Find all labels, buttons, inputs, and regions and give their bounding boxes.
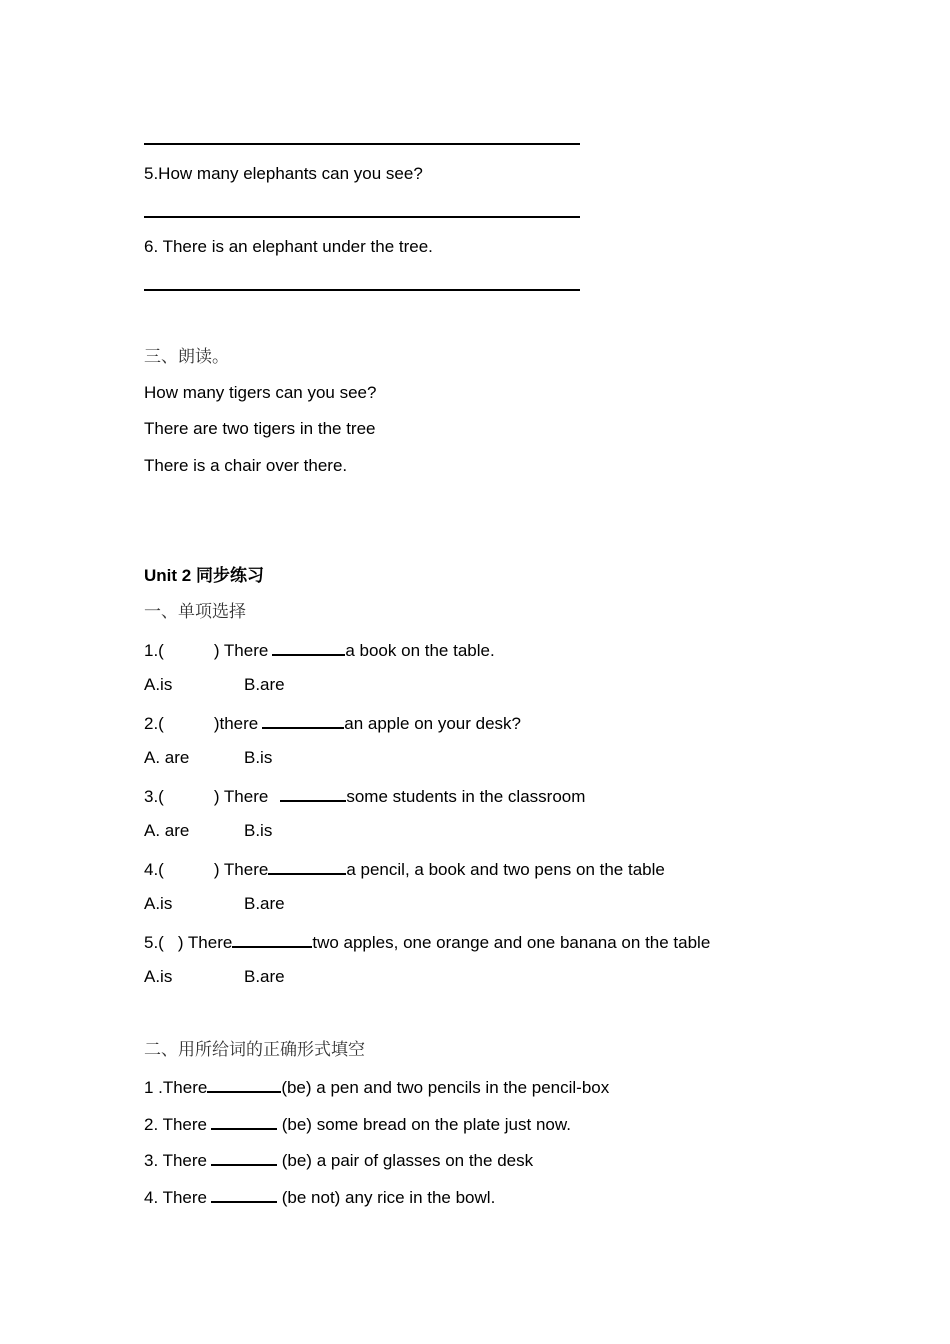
mc-options-3 xyxy=(144,820,273,842)
question-rest: some students in the classroom xyxy=(346,787,586,806)
fill-item-4 xyxy=(144,1185,495,1209)
option-b: B.are xyxy=(244,967,285,986)
part2-heading: 二、用所给词的正确形式填空 xyxy=(144,1040,365,1060)
question-number: 2.( xyxy=(144,714,164,733)
option-b: B.are xyxy=(244,675,285,694)
question-number: 3.( xyxy=(144,787,164,806)
part1-heading: 一、单项选择 xyxy=(144,602,246,622)
blank[interactable] xyxy=(268,857,346,875)
fill-pre: 2. There xyxy=(144,1115,208,1134)
answer-line xyxy=(144,143,580,145)
mc-question-4 xyxy=(144,857,665,881)
option-b: B.are xyxy=(244,894,285,913)
option-a: A. are xyxy=(144,821,190,840)
option-b: B.is xyxy=(244,748,273,767)
mc-question-3 xyxy=(144,784,585,808)
option-b: B.is xyxy=(244,821,273,840)
blank[interactable] xyxy=(232,930,312,948)
fill-post: (be) a pair of glasses on the desk xyxy=(277,1151,534,1170)
blank[interactable] xyxy=(211,1148,277,1166)
blank[interactable] xyxy=(272,638,345,656)
blank[interactable] xyxy=(211,1112,277,1130)
fill-item-3 xyxy=(144,1148,533,1172)
fill-post: (be) some bread on the plate just now. xyxy=(277,1115,571,1134)
question-5: 5.How many elephants can you see? xyxy=(144,164,423,183)
reading-line: How many tigers can you see? xyxy=(144,383,377,402)
mc-options-5 xyxy=(144,966,285,988)
mc-question-1 xyxy=(144,638,495,662)
mc-options-1 xyxy=(144,674,285,696)
mc-options-4 xyxy=(144,893,285,915)
option-a: A.is xyxy=(144,894,173,913)
fill-post: (be) a pen and two pencils in the pencil-box xyxy=(281,1078,610,1097)
answer-line xyxy=(144,216,580,218)
fill-item-2 xyxy=(144,1112,571,1136)
question-6: 6. There is an elephant under the tree. xyxy=(144,237,433,256)
question-stem: )there xyxy=(213,714,259,733)
question-stem: ) There xyxy=(213,641,269,660)
mc-question-2 xyxy=(144,711,521,735)
reading-heading: 三、朗读。 xyxy=(144,347,229,367)
option-a: A.is xyxy=(144,967,173,986)
question-stem: ) There xyxy=(213,787,269,806)
fill-pre: 1 .There xyxy=(144,1078,208,1097)
question-number: 5.( xyxy=(144,933,164,952)
blank[interactable] xyxy=(262,711,344,729)
fill-pre: 3. There xyxy=(144,1151,208,1170)
unit-title: Unit 2 同步练习 xyxy=(144,566,264,585)
blank[interactable] xyxy=(207,1075,281,1093)
answer-line xyxy=(144,289,580,291)
option-a: A.is xyxy=(144,675,173,694)
mc-question-5 xyxy=(144,930,710,954)
reading-line: There are two tigers in the tree xyxy=(144,419,376,438)
question-stem: ) There xyxy=(213,860,269,879)
question-number: 1.( xyxy=(144,641,164,660)
question-rest: an apple on your desk? xyxy=(344,714,522,733)
fill-post: (be not) any rice in the bowl. xyxy=(277,1188,496,1207)
mc-options-2 xyxy=(144,747,273,769)
reading-line: There is a chair over there. xyxy=(144,456,348,475)
blank[interactable] xyxy=(211,1185,277,1203)
question-number: 4.( xyxy=(144,860,164,879)
option-a: A. are xyxy=(144,748,190,767)
fill-item-1 xyxy=(144,1075,609,1099)
question-stem: ) There xyxy=(177,933,233,952)
fill-pre: 4. There xyxy=(144,1188,208,1207)
question-rest: two apples, one orange and one banana on the table xyxy=(312,933,711,952)
blank[interactable] xyxy=(280,784,346,802)
question-rest: a book on the table. xyxy=(345,641,495,660)
question-rest: a pencil, a book and two pens on the table xyxy=(346,860,665,879)
